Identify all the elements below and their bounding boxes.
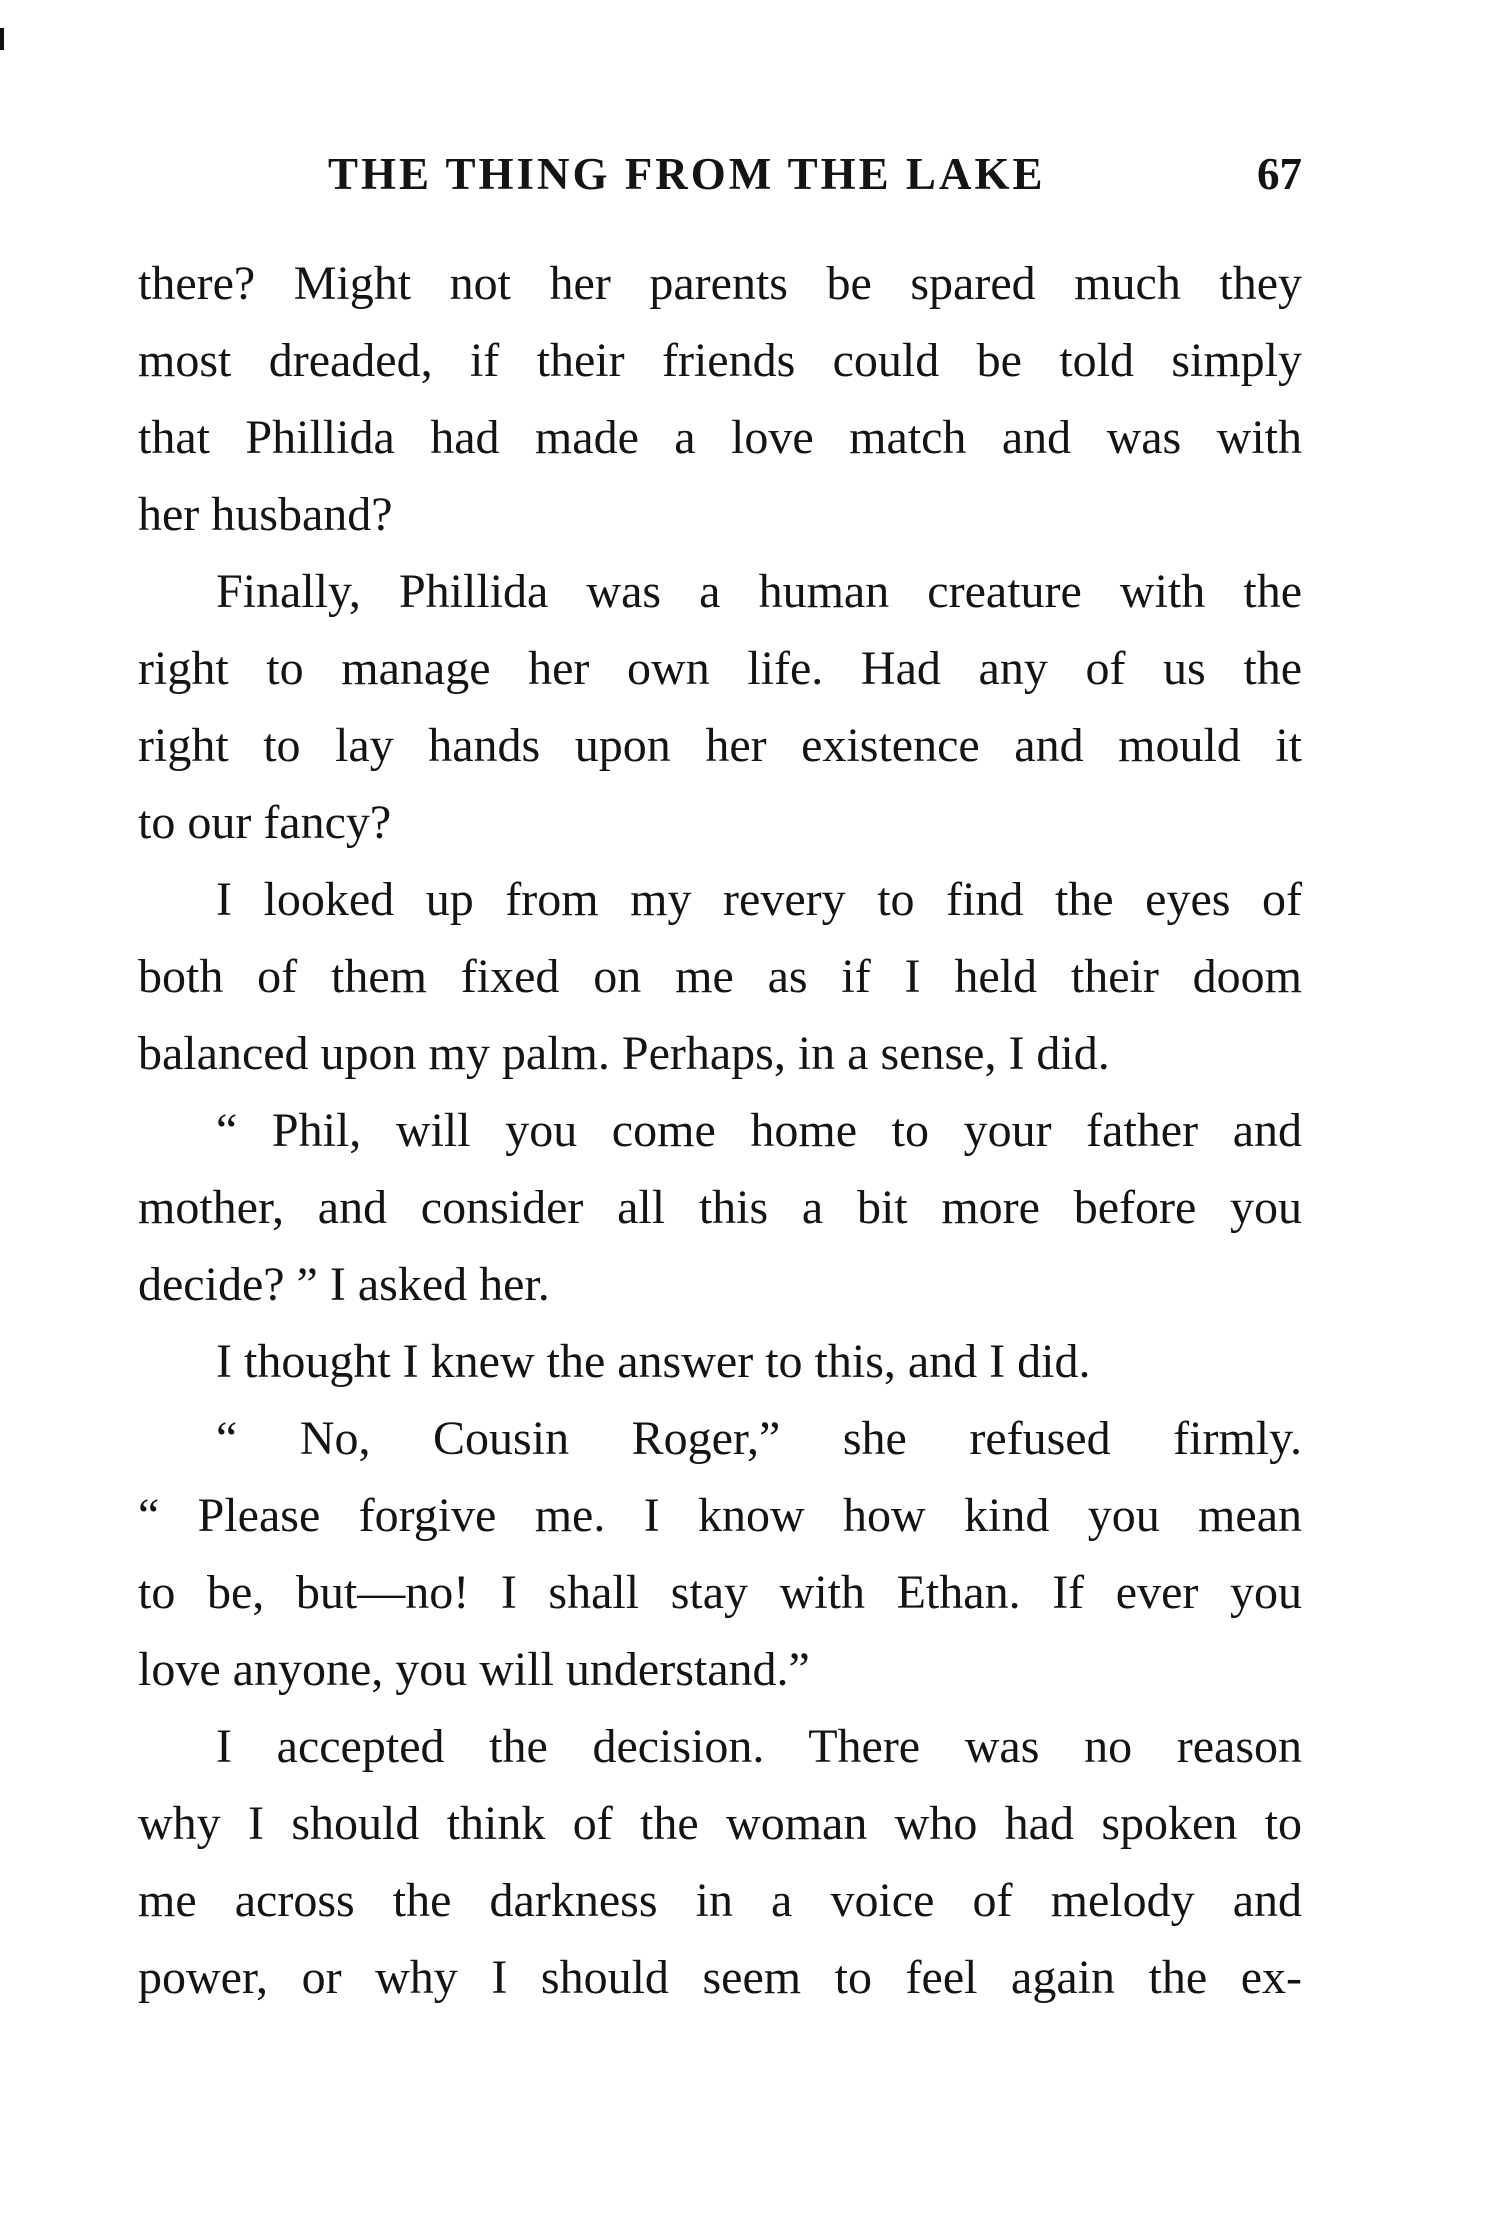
text-line: “ Please forgive me. I know how kind you mean [138, 1489, 1302, 1542]
text-line: right to manage her own life. Had any of us the [138, 642, 1302, 695]
text-line: to our fancy? [138, 796, 392, 849]
text-line: “ No, Cousin Roger,” she refused firmly. [216, 1412, 1302, 1465]
text-line: I thought I knew the answer to this, and I did. [216, 1335, 1091, 1388]
page-number: 67 [1257, 149, 1302, 199]
text-line: that Phillida had made a love match and was with [138, 411, 1302, 464]
text-line: “ Phil, will you come home to your father and [216, 1104, 1302, 1157]
scan-edge-mark [0, 28, 4, 50]
text-line: me across the darkness in a voice of melody and [138, 1874, 1302, 1927]
text-line: power, or why I should seem to feel again the ex- [138, 1951, 1302, 2004]
text-line: love anyone, you will understand.” [138, 1643, 810, 1696]
body-text [138, 245, 1302, 2016]
text-line: most dreaded, if their friends could be told simply [138, 334, 1302, 387]
text-line: both of them fixed on me as if I held their doom [138, 950, 1302, 1003]
text-line: to be, but—no! I shall stay with Ethan. If ever you [138, 1566, 1302, 1619]
text-line: right to lay hands upon her existence and mould it [138, 719, 1302, 772]
running-head [138, 148, 1302, 204]
text-line: Finally, Phillida was a human creature with the [216, 565, 1302, 618]
text-line: decide? ” I asked her. [138, 1258, 550, 1311]
text-line: mother, and consider all this a bit more before you [138, 1181, 1302, 1234]
running-title: THE THING FROM THE LAKE [328, 149, 1046, 199]
text-line: I accepted the decision. There was no reason [216, 1720, 1302, 1773]
text-line: balanced upon my palm. Perhaps, in a sense, I did. [138, 1027, 1110, 1080]
text-line: I looked up from my revery to find the eyes of [216, 873, 1302, 926]
text-line: there? Might not her parents be spared much they [138, 257, 1302, 310]
text-line: her husband? [138, 488, 393, 541]
text-line: why I should think of the woman who had spoken to [138, 1797, 1302, 1850]
